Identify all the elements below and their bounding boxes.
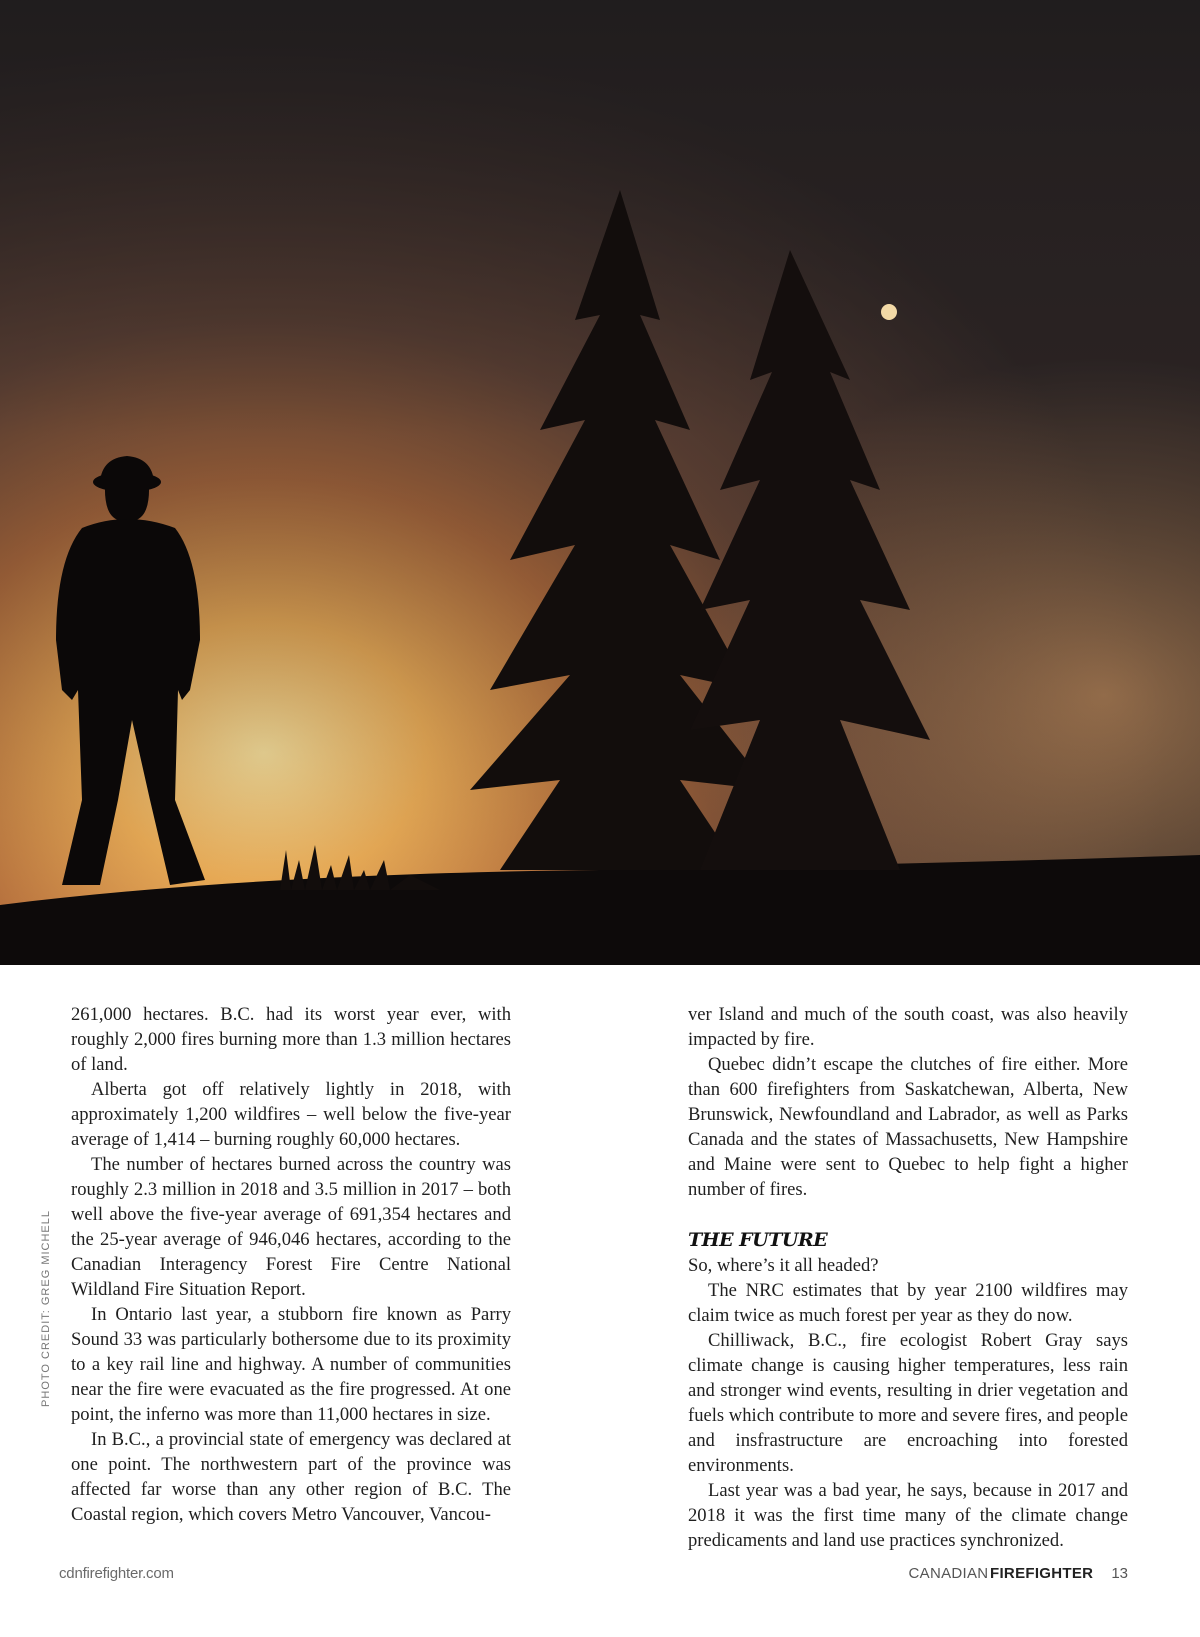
- paragraph: 261,000 hectares. B.C. had its worst year ever, with roughly 2,000 fires burning more than 1.3 million hectares of land.: [71, 1004, 511, 1075]
- paragraph: The number of hectares burned across the country was roughly 2.3 million in 2018 and 3.5 million in 2017 – both well above the five-year average of 691,354 hectares and the 25-year average of 946,046 hectares, according to the Canadian Interagency Forest Fire Centre National Wildland Fire Situation Report.: [71, 1154, 511, 1300]
- magazine-name: [909, 1565, 1094, 1582]
- section-subhead: THE FUTURE: [688, 1229, 828, 1251]
- paragraph: Last year was a bad year, he says, because in 2017 and 2018 it was the first time many of the climate change predicaments and land use practices synchronized.: [688, 1480, 1128, 1551]
- paragraph: Quebec didn’t escape the clutches of fire either. More than 600 firefighters from Saskatchewan, Alberta, New Brunswick, Newfoundland and Labrador, as well as Parks Canada and the states of Massachusetts, New Hampshire and Maine were sent to Quebec to help fight a higher number of fires.: [688, 1054, 1128, 1200]
- paragraph: In B.C., a provincial state of emergency was declared at one point. The northwestern part of the province was affected far worse than any other region of B.C. The Coastal region, which covers Metro Vancouver, Vancou-: [71, 1429, 511, 1525]
- article-right-column: [688, 1002, 1128, 1553]
- paragraph: So, where’s it all headed?: [688, 1255, 879, 1276]
- paragraph: The NRC estimates that by year 2100 wildfires may claim twice as much forest per year as they do now.: [688, 1280, 1128, 1326]
- page-number: 13: [1111, 1565, 1128, 1582]
- paragraph: In Ontario last year, a stubborn fire known as Parry Sound 33 was particularly bothersome due to its proximity to a key rail line and highway. A number of communities near the fire were evacuated as the fire progressed. At one point, the inferno was more than 11,000 hectares in size.: [71, 1304, 511, 1425]
- paragraph: ver Island and much of the south coast, was also heavily impacted by fire.: [688, 1004, 1128, 1050]
- photo-credit: PHOTO CREDIT: GREG MICHELL: [40, 1210, 52, 1407]
- article-left-column: [71, 1002, 511, 1527]
- paragraph: Chilliwack, B.C., fire ecologist Robert Gray says climate change is causing higher temperatures, less rain and stronger wind events, resulting in drier vegetation and fuels which contribute to more and severe fires, and people and insfrastructure are encroaching into forested environments.: [688, 1330, 1128, 1476]
- paragraph: Alberta got off relatively lightly in 2018, with approximately 1,200 wildfires – well below the five-year average of 1,414 – burning roughly 60,000 hectares.: [71, 1079, 511, 1150]
- page-footer: [909, 1565, 1128, 1582]
- website-link[interactable]: cdnfirefighter.com: [59, 1565, 174, 1582]
- moon-icon: [881, 304, 897, 320]
- magazine-name-part2: FIREFIGHTER: [990, 1565, 1094, 1582]
- magazine-name-part1: CANADIAN: [908, 1565, 989, 1582]
